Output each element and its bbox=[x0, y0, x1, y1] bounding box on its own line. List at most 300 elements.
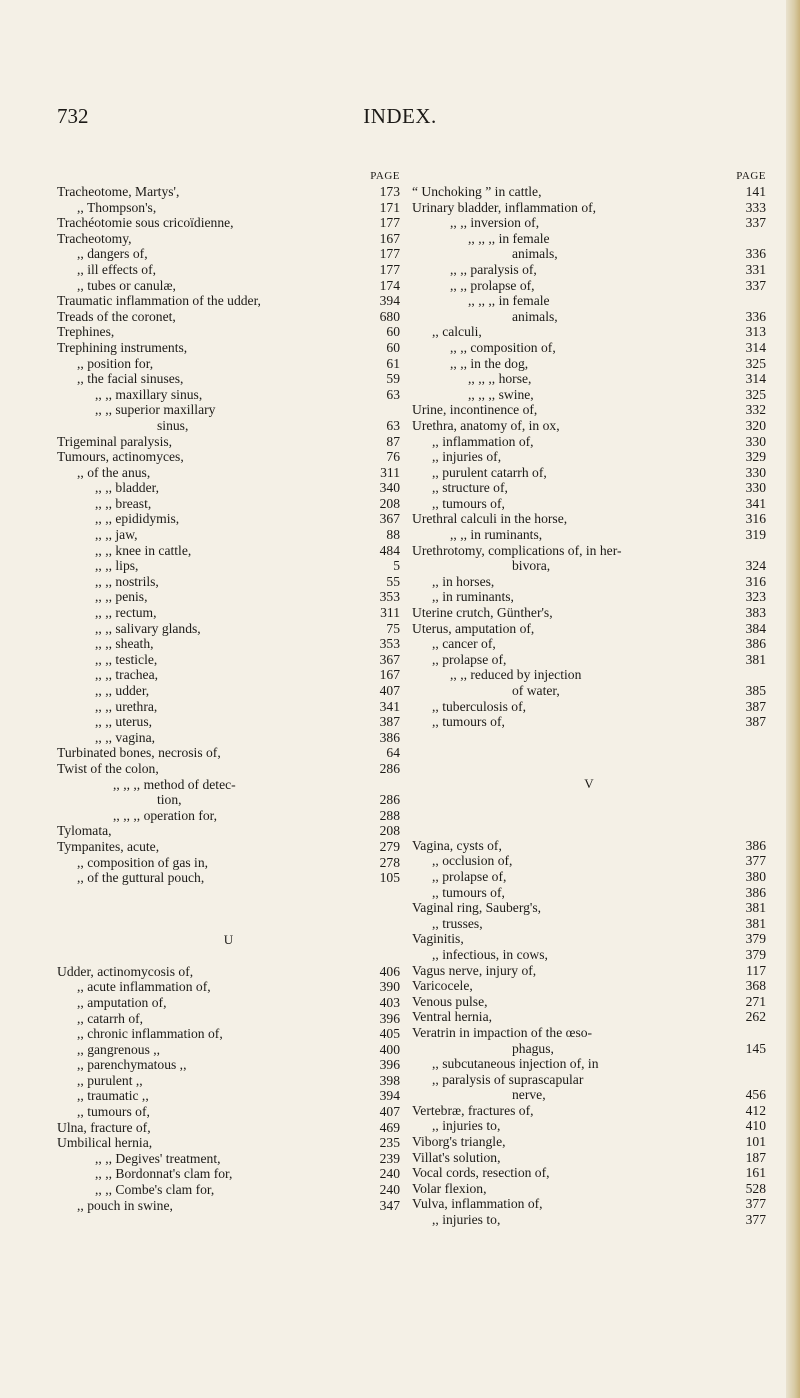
index-entry bbox=[57, 511, 400, 527]
entry-text: ,, inflammation of, bbox=[432, 433, 534, 449]
entry-page: 377 bbox=[745, 853, 766, 869]
index-entry bbox=[57, 402, 400, 418]
index-entry bbox=[57, 1088, 400, 1104]
entry-text: ,, ,, Combe's clam for, bbox=[95, 1182, 215, 1198]
entry-page: 60 bbox=[386, 339, 400, 355]
index-entry bbox=[412, 589, 766, 605]
entry-list bbox=[57, 964, 400, 1214]
index-entry bbox=[57, 387, 400, 403]
entry-list bbox=[412, 838, 766, 1228]
index-entry bbox=[412, 340, 766, 356]
section-letter-u: U bbox=[223, 931, 234, 947]
index-entry bbox=[57, 465, 400, 481]
entry-page: 368 bbox=[745, 978, 766, 994]
index-entry bbox=[412, 1165, 766, 1181]
entry-page: 177 bbox=[379, 261, 400, 277]
entry-text: Udder, actinomycosis of, bbox=[57, 963, 194, 979]
index-entry bbox=[412, 356, 766, 372]
entry-page: 63 bbox=[386, 386, 400, 402]
entry-text: ,, ,, sheath, bbox=[95, 636, 154, 652]
entry-text: ,, injuries of, bbox=[432, 449, 502, 465]
entry-list bbox=[412, 184, 766, 730]
index-entry bbox=[412, 215, 766, 231]
index-entry bbox=[57, 1073, 400, 1089]
index-entry bbox=[412, 1134, 766, 1150]
entry-text: Urine, incontinence of, bbox=[412, 402, 538, 418]
entry-page: 406 bbox=[379, 963, 400, 979]
index-entry bbox=[412, 1103, 766, 1119]
entry-page: 316 bbox=[745, 573, 766, 589]
entry-page: 381 bbox=[745, 900, 766, 916]
entry-text: Vulva, inflammation of, bbox=[412, 1196, 543, 1212]
entry-text: ,, trusses, bbox=[432, 915, 483, 931]
entry-text: ,, composition of gas in, bbox=[77, 854, 209, 870]
index-entry bbox=[57, 262, 400, 278]
entry-text: ,, ,, trachea, bbox=[95, 667, 159, 683]
index-entry bbox=[57, 231, 400, 247]
entry-text: Veratrin in impaction of the œso- bbox=[412, 1024, 593, 1040]
index-entry bbox=[57, 605, 400, 621]
entry-page: 387 bbox=[745, 698, 766, 714]
entry-text: sinus, bbox=[157, 417, 189, 433]
entry-page: 337 bbox=[745, 215, 766, 231]
index-entry bbox=[57, 667, 400, 683]
entry-page: 403 bbox=[379, 994, 400, 1010]
index-entry bbox=[412, 621, 766, 637]
page-column-label: PAGE bbox=[736, 170, 766, 182]
entry-page: 387 bbox=[379, 714, 400, 730]
entry-text: ,, paralysis of suprascapular bbox=[432, 1071, 584, 1087]
index-entry bbox=[57, 278, 400, 294]
entry-page: 286 bbox=[379, 792, 400, 808]
entry-text: ,, Thompson's, bbox=[77, 199, 157, 215]
entry-page: 319 bbox=[745, 527, 766, 543]
index-entry bbox=[57, 200, 400, 216]
index-entry bbox=[412, 1025, 766, 1041]
entry-page: 87 bbox=[386, 433, 400, 449]
entry-page: 76 bbox=[386, 449, 400, 465]
index-entry bbox=[412, 900, 766, 916]
entry-text: ,, parenchymatous ,, bbox=[77, 1057, 187, 1073]
entry-page: 394 bbox=[379, 1088, 400, 1104]
index-entry bbox=[412, 838, 766, 854]
entry-text: ,, ,, ,, horse, bbox=[468, 371, 532, 387]
entry-text: ,, ,, salivary glands, bbox=[95, 620, 201, 636]
entry-text: Urethrotomy, complications of, in her- bbox=[412, 542, 622, 558]
entry-text: Vertebræ, fractures of, bbox=[412, 1102, 534, 1118]
entry-page: 336 bbox=[745, 246, 766, 262]
entry-text: Uterus, amputation of, bbox=[412, 620, 535, 636]
entry-text: ,, in ruminants, bbox=[432, 589, 514, 605]
entry-page: 410 bbox=[745, 1118, 766, 1134]
entry-text: nerve, bbox=[512, 1087, 546, 1103]
entry-page: 383 bbox=[745, 605, 766, 621]
index-entry bbox=[412, 947, 766, 963]
index-entry bbox=[57, 574, 400, 590]
entry-page: 60 bbox=[386, 324, 400, 340]
entry-text: ,, injuries to, bbox=[432, 1212, 501, 1228]
page-header bbox=[0, 104, 800, 134]
entry-text: phagus, bbox=[512, 1040, 554, 1056]
entry-text: ,, ,, composition of, bbox=[450, 339, 556, 355]
index-entry bbox=[412, 434, 766, 450]
entry-page: 387 bbox=[745, 714, 766, 730]
entry-page: 330 bbox=[745, 480, 766, 496]
index-entry bbox=[412, 293, 766, 309]
index-entry bbox=[57, 1104, 400, 1120]
entry-text: ,, tumours of, bbox=[432, 714, 505, 730]
entry-page: 386 bbox=[745, 837, 766, 853]
entry-text: ,, ,, uterus, bbox=[95, 714, 153, 730]
entry-page: 394 bbox=[379, 293, 400, 309]
index-entry bbox=[57, 636, 400, 652]
index-entry bbox=[57, 418, 400, 434]
entry-page: 174 bbox=[379, 277, 400, 293]
page-title: INDEX. bbox=[363, 104, 437, 128]
index-entry bbox=[57, 714, 400, 730]
index-entry bbox=[412, 1181, 766, 1197]
entry-page: 271 bbox=[745, 993, 766, 1009]
entry-text: ,, in horses, bbox=[432, 573, 495, 589]
entry-text: ,, ,, in the dog, bbox=[450, 355, 529, 371]
entry-page: 286 bbox=[379, 760, 400, 776]
index-entry bbox=[412, 652, 766, 668]
index-entry bbox=[57, 293, 400, 309]
entry-page: 240 bbox=[379, 1166, 400, 1182]
entry-page: 171 bbox=[379, 199, 400, 215]
page-number: 732 bbox=[57, 104, 89, 128]
entry-text: ,, prolapse of, bbox=[432, 651, 507, 667]
entry-text: ,, ,, in ruminants, bbox=[450, 527, 543, 543]
index-entry bbox=[57, 246, 400, 262]
entry-text: tion, bbox=[157, 792, 182, 808]
entry-page: 377 bbox=[745, 1196, 766, 1212]
entry-page: 64 bbox=[386, 745, 400, 761]
entry-text: ,, tubes or canulæ, bbox=[77, 277, 176, 293]
entry-text: Tympanites, acute, bbox=[57, 838, 160, 854]
index-entry bbox=[57, 184, 400, 200]
entry-page: 398 bbox=[379, 1072, 400, 1088]
entry-text: ,, catarrh of, bbox=[77, 1010, 144, 1026]
index-entry bbox=[57, 652, 400, 668]
entry-text: Tracheotomy, bbox=[57, 230, 132, 246]
entry-page: 239 bbox=[379, 1150, 400, 1166]
entry-list bbox=[57, 184, 400, 886]
entry-page: 340 bbox=[379, 480, 400, 496]
index-entry bbox=[412, 246, 766, 262]
entry-text: ,, gangrenous ,, bbox=[77, 1041, 161, 1057]
entry-text: Ventral hernia, bbox=[412, 1009, 493, 1025]
entry-text: ,, pouch in swine, bbox=[77, 1197, 173, 1213]
entry-text: ,, purulent ,, bbox=[77, 1072, 143, 1088]
index-entry bbox=[57, 730, 400, 746]
entry-text: Venous pulse, bbox=[412, 993, 488, 1009]
entry-text: Tracheotome, Martys', bbox=[57, 184, 180, 199]
index-entry bbox=[57, 480, 400, 496]
index-entry bbox=[57, 1135, 400, 1151]
entry-page: 331 bbox=[745, 261, 766, 277]
index-entry bbox=[412, 558, 766, 574]
entry-page: 379 bbox=[745, 931, 766, 947]
entry-page: 320 bbox=[745, 417, 766, 433]
index-entry bbox=[57, 527, 400, 543]
entry-text: ,, ,, ,, method of detec- bbox=[113, 776, 236, 792]
entry-text: Urethra, anatomy of, in ox, bbox=[412, 417, 560, 433]
entry-page: 329 bbox=[745, 449, 766, 465]
entry-page: 407 bbox=[379, 1104, 400, 1120]
index-entry bbox=[57, 683, 400, 699]
index-entry bbox=[412, 496, 766, 512]
entry-text: “ Unchoking ” in cattle, bbox=[412, 184, 542, 199]
index-entry bbox=[57, 434, 400, 450]
entry-text: of water, bbox=[512, 683, 560, 698]
entry-text: ,, prolapse of, bbox=[432, 868, 507, 884]
entry-text: ,, ,, nostrils, bbox=[95, 573, 159, 589]
entry-page: 141 bbox=[745, 184, 766, 199]
entry-text: Tumours, actinomyces, bbox=[57, 449, 184, 465]
entry-text: Varicocele, bbox=[412, 978, 473, 994]
entry-page: 405 bbox=[379, 1026, 400, 1042]
index-entry bbox=[57, 1042, 400, 1058]
entry-text: Trephining instruments, bbox=[57, 339, 188, 355]
page-column-label: PAGE bbox=[370, 170, 400, 182]
entry-page: 187 bbox=[745, 1149, 766, 1165]
index-entry bbox=[412, 963, 766, 979]
entry-text: Twist of the colon, bbox=[57, 760, 159, 776]
entry-page: 367 bbox=[379, 651, 400, 667]
entry-page: 333 bbox=[745, 199, 766, 215]
entry-text: Vaginitis, bbox=[412, 931, 464, 947]
entry-page: 412 bbox=[745, 1102, 766, 1118]
entry-page: 88 bbox=[386, 527, 400, 543]
entry-page: 75 bbox=[386, 620, 400, 636]
entry-page: 167 bbox=[379, 230, 400, 246]
entry-text: ,, ,, epididymis, bbox=[95, 511, 180, 527]
entry-text: ,, ,, Bordonnat's clam for, bbox=[95, 1166, 233, 1182]
index-entry bbox=[412, 667, 766, 683]
entry-text: animals, bbox=[512, 308, 558, 324]
index-entry bbox=[57, 1026, 400, 1042]
entry-page: 55 bbox=[386, 573, 400, 589]
index-entry bbox=[412, 278, 766, 294]
entry-text: ,, ill effects of, bbox=[77, 261, 157, 277]
entry-text: ,, acute inflammation of, bbox=[77, 979, 211, 995]
entry-text: Vocal cords, resection of, bbox=[412, 1165, 550, 1181]
index-entry bbox=[57, 839, 400, 855]
left-column bbox=[57, 168, 400, 1213]
index-entry bbox=[412, 371, 766, 387]
entry-page: 325 bbox=[745, 386, 766, 402]
entry-text: ,, ,, testicle, bbox=[95, 651, 158, 667]
entry-text: ,, of the guttural pouch, bbox=[77, 870, 205, 886]
index-entry bbox=[57, 496, 400, 512]
entry-text: ,, cancer of, bbox=[432, 636, 496, 652]
index-entry bbox=[57, 792, 400, 808]
index-entry bbox=[412, 184, 766, 200]
entry-text: Vagina, cysts of, bbox=[412, 837, 502, 853]
index-entry bbox=[57, 558, 400, 574]
entry-page: 208 bbox=[379, 495, 400, 511]
entry-text: ,, ,, jaw, bbox=[95, 527, 138, 543]
entry-text: ,, ,, superior maxillary bbox=[95, 402, 216, 418]
index-entry bbox=[57, 870, 400, 886]
entry-text: ,, position for, bbox=[77, 355, 154, 371]
entry-text: Volar flexion, bbox=[412, 1180, 487, 1196]
entry-page: 105 bbox=[379, 870, 400, 886]
entry-text: ,, tuberculosis of, bbox=[432, 698, 527, 714]
index-entry bbox=[412, 402, 766, 418]
entry-page: 469 bbox=[379, 1119, 400, 1135]
index-entry bbox=[412, 885, 766, 901]
entry-text: ,, tumours of, bbox=[432, 884, 505, 900]
entry-page: 314 bbox=[745, 371, 766, 387]
entry-page: 324 bbox=[745, 558, 766, 574]
entry-text: ,, structure of, bbox=[432, 480, 508, 496]
entry-text: ,, ,, prolapse of, bbox=[450, 277, 535, 293]
entry-page: 173 bbox=[379, 184, 400, 199]
entry-text: Umbilical hernia, bbox=[57, 1135, 153, 1151]
entry-text: Tylomata, bbox=[57, 823, 112, 839]
entry-text: Turbinated bones, necrosis of, bbox=[57, 745, 221, 761]
index-entry bbox=[57, 1166, 400, 1182]
entry-text: Trephines, bbox=[57, 324, 115, 340]
index-entry bbox=[412, 543, 766, 559]
index-entry bbox=[412, 1087, 766, 1103]
entry-text: ,, ,, udder, bbox=[95, 683, 150, 698]
entry-page: 330 bbox=[745, 464, 766, 480]
entry-text: ,, subcutaneous injection of, in bbox=[432, 1056, 599, 1072]
entry-text: ,, ,, rectum, bbox=[95, 605, 157, 621]
entry-page: 680 bbox=[379, 308, 400, 324]
index-entry bbox=[57, 589, 400, 605]
entry-page: 278 bbox=[379, 854, 400, 870]
index-entry bbox=[412, 978, 766, 994]
index-entry bbox=[57, 855, 400, 871]
index-entry bbox=[57, 1120, 400, 1136]
entry-page: 380 bbox=[745, 868, 766, 884]
page-edge bbox=[786, 0, 800, 1398]
index-entry bbox=[412, 527, 766, 543]
index-entry bbox=[57, 324, 400, 340]
entry-page: 353 bbox=[379, 636, 400, 652]
entry-text: ,, purulent catarrh of, bbox=[432, 464, 547, 480]
index-entry bbox=[57, 699, 400, 715]
entry-page: 347 bbox=[379, 1197, 400, 1213]
index-entry bbox=[57, 777, 400, 793]
entry-text: Urethral calculi in the horse, bbox=[412, 511, 568, 527]
entry-page: 385 bbox=[745, 683, 766, 698]
entry-page: 288 bbox=[379, 807, 400, 823]
entry-text: ,, ,, Degives' treatment, bbox=[95, 1150, 221, 1166]
index-entry bbox=[57, 356, 400, 372]
entry-page: 177 bbox=[379, 246, 400, 262]
index-entry bbox=[412, 931, 766, 947]
entry-page: 367 bbox=[379, 511, 400, 527]
index-entry bbox=[412, 418, 766, 434]
entry-page: 59 bbox=[386, 371, 400, 387]
entry-text: ,, ,, reduced by injection bbox=[450, 667, 582, 683]
index-entry bbox=[57, 761, 400, 777]
entry-text: ,, ,, paralysis of, bbox=[450, 261, 537, 277]
index-entry bbox=[412, 262, 766, 278]
entry-page: 208 bbox=[379, 823, 400, 839]
index-entry bbox=[412, 994, 766, 1010]
entry-page: 484 bbox=[379, 542, 400, 558]
index-entry bbox=[412, 449, 766, 465]
index-entry bbox=[412, 309, 766, 325]
index-entry bbox=[412, 636, 766, 652]
section-letter-v: V bbox=[584, 775, 594, 791]
entry-text: ,, tumours of, bbox=[432, 495, 505, 511]
index-entry bbox=[57, 1057, 400, 1073]
index-entry bbox=[57, 1151, 400, 1167]
entry-page: 353 bbox=[379, 589, 400, 605]
index-entry bbox=[57, 215, 400, 231]
entry-page: 323 bbox=[745, 589, 766, 605]
index-entry bbox=[412, 683, 766, 699]
index-entry bbox=[57, 340, 400, 356]
index-entry bbox=[57, 621, 400, 637]
entry-text: ,, ,, ,, swine, bbox=[468, 386, 534, 402]
entry-page: 311 bbox=[380, 464, 400, 480]
index-entry bbox=[412, 1212, 766, 1228]
index-entry bbox=[412, 1150, 766, 1166]
entry-text: ,, ,, bladder, bbox=[95, 480, 160, 496]
entry-page: 386 bbox=[745, 884, 766, 900]
entry-page: 101 bbox=[745, 1134, 766, 1150]
entry-page: 528 bbox=[745, 1180, 766, 1196]
entry-text: ,, dangers of, bbox=[77, 246, 148, 262]
entry-text: ,, injuries to, bbox=[432, 1118, 501, 1134]
index-entry bbox=[57, 964, 400, 980]
index-entry bbox=[57, 979, 400, 995]
index-entry bbox=[412, 1118, 766, 1134]
entry-page: 161 bbox=[745, 1165, 766, 1181]
entry-page: 381 bbox=[745, 651, 766, 667]
entry-text: Traumatic inflammation of the udder, bbox=[57, 293, 261, 309]
index-entry bbox=[57, 808, 400, 824]
index-entry bbox=[412, 916, 766, 932]
entry-page: 400 bbox=[379, 1041, 400, 1057]
index-entry bbox=[412, 200, 766, 216]
entry-page: 379 bbox=[745, 946, 766, 962]
index-entry bbox=[57, 309, 400, 325]
entry-page: 386 bbox=[379, 729, 400, 745]
index-entry bbox=[412, 714, 766, 730]
entry-page: 330 bbox=[745, 433, 766, 449]
entry-text: ,, of the anus, bbox=[77, 464, 151, 480]
index-entry bbox=[412, 465, 766, 481]
entry-page: 279 bbox=[379, 838, 400, 854]
entry-page: 63 bbox=[386, 417, 400, 433]
index-entry bbox=[412, 869, 766, 885]
entry-page: 167 bbox=[379, 667, 400, 683]
entry-text: ,, ,, vagina, bbox=[95, 729, 156, 745]
entry-text: Urinary bladder, inflammation of, bbox=[412, 199, 597, 215]
entry-page: 316 bbox=[745, 511, 766, 527]
entry-text: Uterine crutch, Günther's, bbox=[412, 605, 553, 621]
entry-page: 381 bbox=[745, 915, 766, 931]
entry-page: 337 bbox=[745, 277, 766, 293]
entry-text: ,, occlusion of, bbox=[432, 853, 513, 869]
entry-text: ,, the facial sinuses, bbox=[77, 371, 184, 387]
entry-page: 311 bbox=[380, 605, 400, 621]
entry-page: 390 bbox=[379, 979, 400, 995]
entry-text: Villat's solution, bbox=[412, 1149, 501, 1165]
index-entry bbox=[412, 699, 766, 715]
index-entry bbox=[412, 605, 766, 621]
entry-page: 341 bbox=[745, 495, 766, 511]
